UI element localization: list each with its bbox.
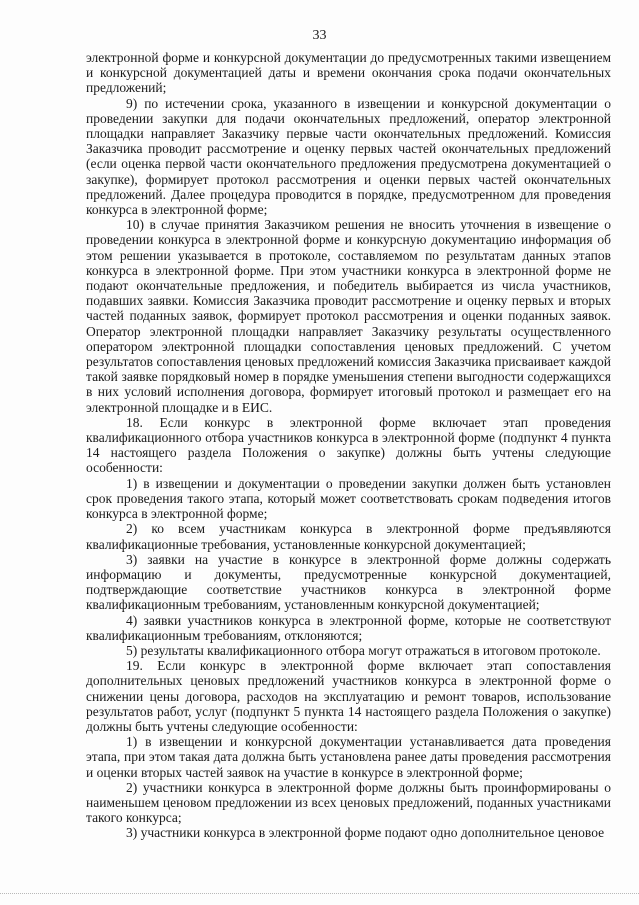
document-body xyxy=(86,50,611,841)
paragraph: 9) по истечении срока, указанного в извещении и конкурсной документации о проведении закупки для подачи окончательных предложений, оператор электронной площадки направляет Заказчику первые части окончательных предложений. Комиссия Заказчика проводит рассмотрение и оценку первых частей окончательных предложений (если оценка первой части окончательного предложения предусмотрена документацией о закупке), формирует протокол рассмотрения и оценки первых частей окончательных предложений. Далее процедура проводится в порядке, предусмотренном для проведения конкурса в электронной форме; xyxy=(86,95,611,218)
paragraph: 2) ко всем участникам конкурса в электронной форме предъявляются квалификационные требования, установленные конкурсной документацией; xyxy=(86,521,611,552)
page-bottom-edge xyxy=(0,893,639,894)
paragraph: 18. Если конкурс в электронной форме включает этап проведения квалификационного отбора участников конкурса в электронной форме (подпункт 4 пункта 14 настоящего раздела Положения о закупке) должны быть учтены следующие особенности: xyxy=(86,414,611,476)
paragraph: 10) в случае принятия Заказчиком решения не вносить уточнения в извещение о проведении конкурса в электронной форме и конкурсную документацию информация об этом решении указывается в протоколе, составляемом по результатам данных этапов конкурса в электронной форме. При этом участники конкурса в электронной форме не подают окончательные предложения, и победитель выбирается из числа участников, подавших заявки. Комиссия Заказчика проводит рассмотрение и оценку первых и вторых частей поданных заявок, формирует протокол рассмотрения и оценки поданных заявок. Оператор электронной площадки направляет Заказчику результаты осуществленного оператором электронной площадки сопоставления ценовых предложений. С учетом результатов сопоставления ценовых предложений комиссия Заказчика присваивает каждой такой заявке порядковый номер в порядке уменьшения степени выгодности содержащихся в них условий исполнения договора, формирует итоговый протокол и размещает его на электронной площадке и в ЕИС. xyxy=(86,217,611,415)
paragraph: 1) в извещении и конкурсной документации устанавливается дата проведения этапа, при этом такая дата должна быть установлена ранее даты проведения рассмотрения и оценки вторых частей заявок на участие в конкурсе в электронной форме; xyxy=(86,734,611,780)
paragraph: 19. Если конкурс в электронной форме включает этап сопоставления дополнительных ценовых предложений участников конкурса в электронной форме о снижении цены договора, расходов на эксплуатацию и ремонт товаров, использование результатов работ, услуг (подпункт 5 пункта 14 настоящего раздела Положения о закупке) должны быть учтены следующие особенности: xyxy=(86,658,611,734)
paragraph: электронной форме и конкурсной документации до предусмотренных такими извещением и конкурсной документацией даты и времени окончания срока подачи окончательных предложений; xyxy=(86,50,611,96)
paragraph: 4) заявки участников конкурса в электронной форме, которые не соответствуют квалификационным требованиям, отклоняются; xyxy=(86,612,611,643)
page-number: 33 xyxy=(312,28,327,43)
paragraph: 3) заявки на участие в конкурсе в электронной форме должны содержать информацию и документы, предусмотренные конкурсной документацией, подтверждающие соответствие участников конкурса в электронной форме квалификационным требованиям, установленным конкурсной документацией; xyxy=(86,551,611,613)
paragraph: 5) результаты квалификационного отбора могут отражаться в итоговом протоколе. xyxy=(126,642,601,658)
paragraph: 1) в извещении и документации о проведении закупки должен быть установлен срок проведения такого этапа, который может соответствовать срокам подведения итогов конкурса в электронной форме; xyxy=(86,475,611,522)
paragraph: 3) участники конкурса в электронной форме подают одно дополнительное ценовое xyxy=(126,825,605,841)
paragraph: 2) участники конкурса в электронной форме должны быть проинформированы о наименьшем ценовом предложении из всех ценовых предложений, поданных участниками такого конкурса; xyxy=(86,779,611,826)
